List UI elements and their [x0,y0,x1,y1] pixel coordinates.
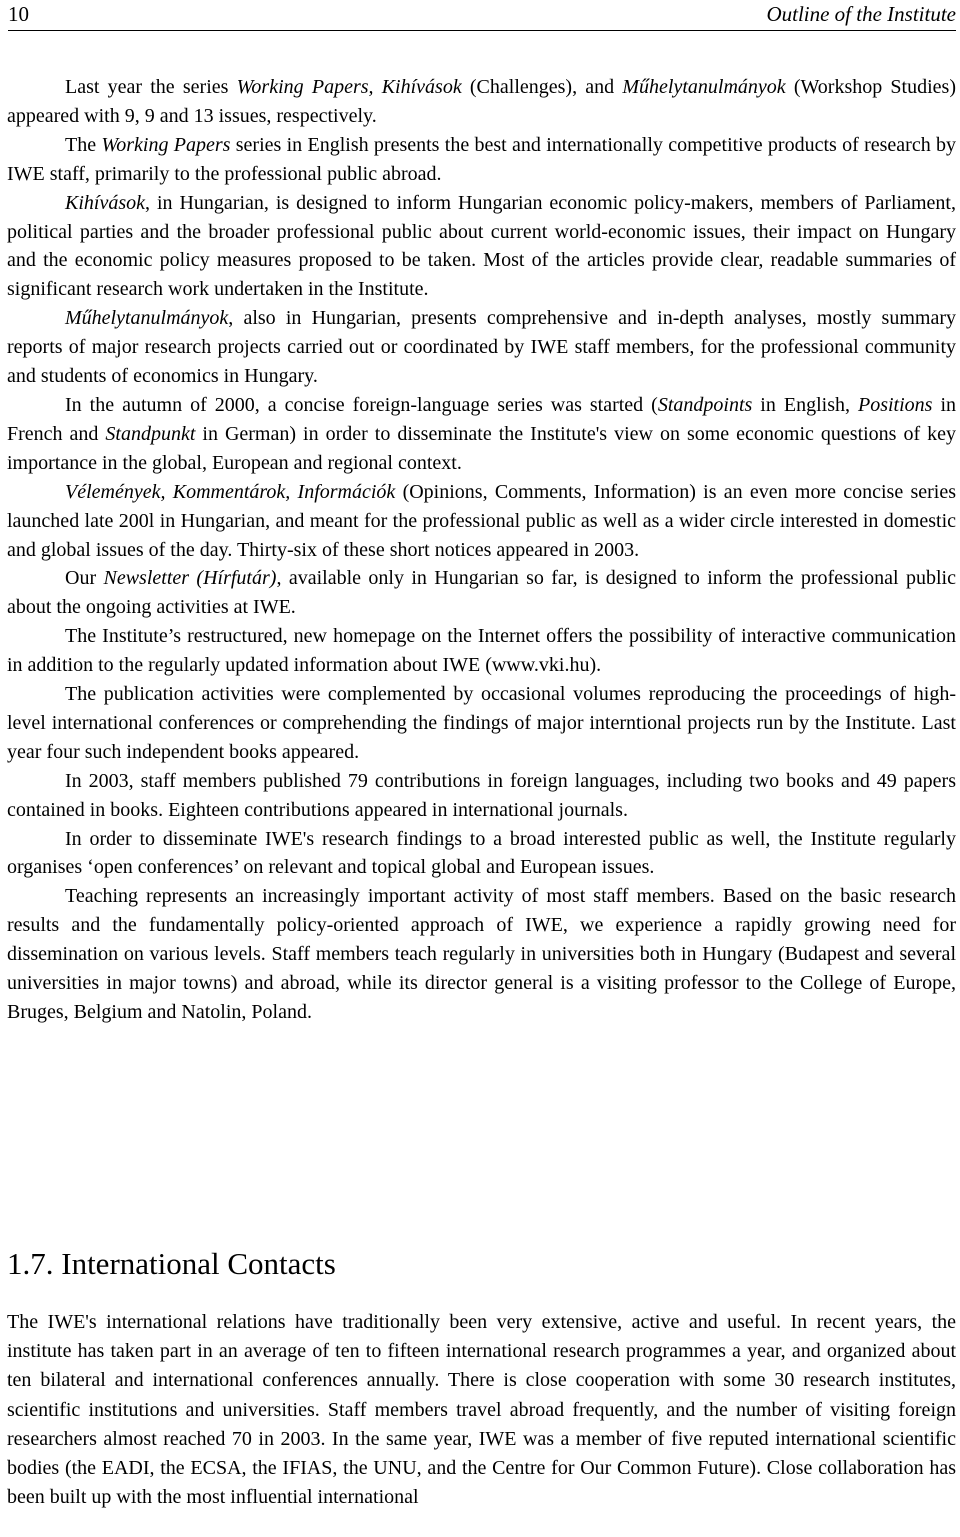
text-run: in English, [752,393,858,416]
paragraph-series-overview [7,73,956,131]
text-run: (Workshop Studies) appeared with 9, 9 and 13 issues, respectively. [7,76,956,127]
series-title: Working Papers, Kihívások [236,76,462,98]
paragraph-muhelytanulmanyok [7,304,956,391]
paragraph-homepage [7,622,956,680]
series-title: Kihívások [65,191,145,214]
paragraph-teaching [7,882,956,1027]
text-run: series in English presents the best and internationally competitive products of research by IWE staff, primarily to the professional public abroad. [7,133,957,185]
paragraph-kihivasok [7,189,956,305]
text-run: Teaching represents an increasingly important activity of most staff members. Based on the basic research results and the fundamentally policy-oriented approach of IWE, we experience a rapidly growing need for dissemination on various levels. Staff members teach regularly in universities both in Hungary (Budapest and several universities in major towns) and abroad, while its director general is a visiting professor to the College of Europe, Bruges, Belgium and Natolin, Poland. [7,885,956,1023]
paragraph-newsletter [7,564,956,622]
text-run: , available only in Hungarian so far, is designed to inform the professional public about the ongoing activities at IWE. [7,567,956,619]
paragraph-working-papers [7,131,956,189]
series-title: Vélemények, Kommentárok, Információk [65,480,396,503]
series-title: Positions [857,393,933,416]
page-number: 10 [8,2,29,26]
text-run: , in Hungarian, is designed to inform Hungarian economic policy-makers, members of Parliament, political parties and the broader professional public about current world-economic issues, their impact on Hungary and the economic policy measures proposed to be taken. Most of the articles provide clear, readable summaries of significant research work undertaken in the Institute. [7,191,956,301]
text-run: Our [65,567,104,590]
section-heading: 1.7. International Contacts [7,1246,336,1281]
text-run: The Institute’s restructured, new homepage on the Internet offers the possibility of interactive communication in addition to the regularly updated information about IWE (www.vki.hu). [7,625,956,677]
section-body [7,1308,956,1512]
text-run: Last year the series [65,76,237,98]
running-title: Outline of the Institute [766,2,956,26]
body-text [7,73,956,1027]
paragraph-international-relations: The IWE's international relations have traditionally been very extensive, active and useful. In recent years, the institute has taken part in an average of ten to fifteen international research programmes a year, and organized about ten bilateral and international conferences annually. There is close cooperation with some 30 research institutes, scientific institutions and universities. Staff members travel abroad frequently, and the number of visiting foreign researchers almost reached 70 in 2003. In the same year, IWE was a member of five reputed international scientific bodies (the EADI, the ECSA, the IFIAS, the UNU, and the Centre for Our Common Future). Close collaboration has been built up with the most influential international [7,1311,956,1509]
text-run: In order to disseminate IWE's research findings to a broad interested public as well, the Institute regularly organises ‘open conferences’ on relevant and topical global and European issues. [7,827,956,879]
text-run: in German) in order to disseminate the Institute's view on some economic questions of key importance in the global, European and regional context. [7,422,956,474]
series-title: Műhelytanulmányok [622,76,786,98]
text-run: In the autumn of 2000, a concise foreign-language series was started ( [65,393,658,416]
series-title: Műhelytanulmányok [65,307,229,330]
series-title: Newsletter (Hírfutár) [103,567,277,590]
text-run: in French and [7,393,956,445]
text-run: The [65,133,102,156]
paragraph-publications [7,680,956,767]
series-title: Standpoints [657,393,753,416]
paragraph-foreign-series [7,391,956,478]
paragraph-contributions [7,767,956,825]
text-run: In 2003, staff members published 79 contributions in foreign languages, including two books and 49 papers contained in books. Eighteen contributions appeared in international journals. [7,769,956,821]
series-title: Standpunkt [105,422,196,445]
text-run: (Opinions, Comments, Information) is an even more concise series launched late 200l in Hungarian, and meant for the professional public as well as a wider circle interested in domestic and global issues of the day. Thirty-six of these short notices appeared in 2003. [7,480,956,561]
text-run: (Challenges), and [461,76,623,98]
series-title: Working Papers [101,133,231,156]
page-header [8,0,956,31]
paragraph-velemenyek [7,478,956,565]
text-run: The publication activities were complemented by occasional volumes reproducing the proceedings of high-level international conferences or comprehending the findings of major interntional projects run by the Institute. Last year four such independent books appeared. [7,683,956,763]
text-run: , also in Hungarian, presents comprehensive and in-depth analyses, mostly summary reports of major research projects carried out or coordinated by IWE staff members, for the professional community and students of economics in Hungary. [7,307,956,388]
paragraph-open-conferences [7,825,956,883]
